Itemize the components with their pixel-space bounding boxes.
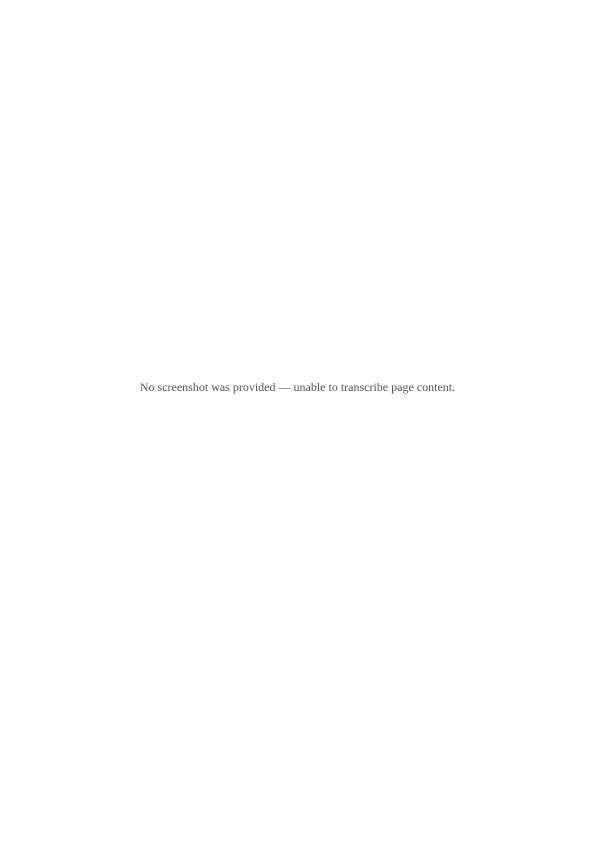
missing-image-notice: No screenshot was provided — unable to transcribe page content. xyxy=(139,380,456,394)
